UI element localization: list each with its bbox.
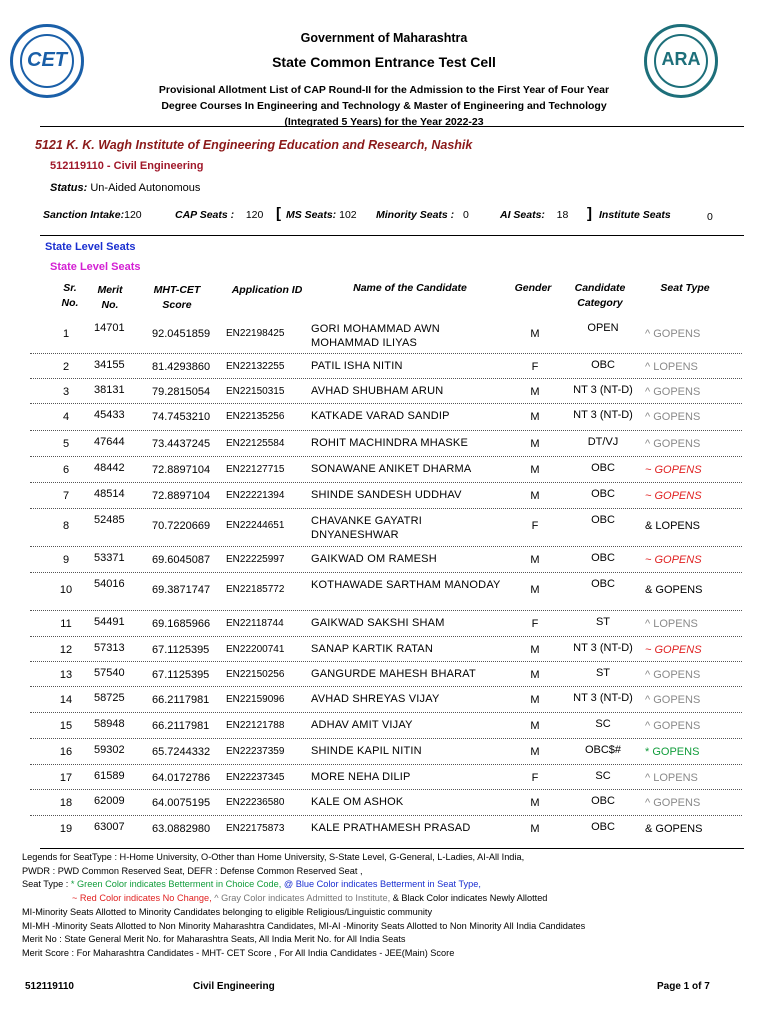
title-line-2: Degree Courses In Engineering and Technology & Master of Engineering and Technology (161, 100, 607, 112)
cell-seat-type: ^ GOPENS (645, 720, 701, 732)
ara-logo-text: ARA (661, 49, 701, 69)
row-separator (30, 789, 742, 790)
cell-gender: M (530, 746, 540, 758)
cell-sr: 6 (62, 464, 70, 476)
cell-merit: 38131 (94, 384, 125, 396)
cell-app-id: EN22225997 (226, 554, 285, 565)
cell-name: KALE OM ASHOK (311, 796, 404, 808)
col-header-merit (90, 283, 130, 313)
cell-category: OBC (591, 821, 615, 833)
cell-category: SC (595, 718, 611, 730)
open-bracket: [ (276, 205, 281, 222)
row-separator (30, 661, 742, 662)
cell-app-id: EN22237345 (226, 772, 285, 783)
cell-name: GORI MOHAMMAD AWN MOHAMMAD ILIYAS (311, 323, 440, 349)
institute-seats (599, 209, 671, 221)
cell-category: ST (595, 616, 611, 628)
document-title (100, 82, 668, 130)
cell-score: 79.2815054 (152, 386, 211, 398)
cell-title: State Common Entrance Test Cell (272, 54, 496, 70)
institute-seats-label: Institute Seats (599, 209, 671, 221)
legend-red: ~ Red Color indicates No Change, (72, 893, 215, 904)
cell-category: OBC (591, 514, 615, 526)
row-separator (30, 546, 742, 547)
col-header-score (142, 283, 212, 313)
header-divider (40, 126, 744, 127)
legend-gray: ^ Gray Color indicates Admitted to Institute, (214, 893, 393, 904)
cell-app-id: EN22198425 (226, 328, 285, 339)
cell-seat-type: ~ GOPENS (645, 464, 702, 476)
ms-label: MS Seats: (286, 209, 337, 221)
legend-line-1: Legends for SeatType : H-Home University, O-Other than Home University, S-State Level, G-General, L-Ladies, AI-All India, (22, 852, 525, 862)
cell-score: 64.0172786 (152, 772, 211, 784)
col-header-sr-line-1: Sr. (63, 282, 77, 294)
cell-app-id: EN22125584 (226, 438, 285, 449)
legend-green: * Green Color indicates Betterment in Choice Code, (70, 879, 284, 890)
footer-course: Civil Engineering (193, 981, 275, 992)
ms-value: 102 (339, 209, 357, 221)
ms-seats (286, 209, 357, 221)
cell-app-id: EN22118744 (226, 618, 284, 629)
cell-name: ADHAV AMIT VIJAY (311, 719, 413, 731)
cell-name: ROHIT MACHINDRA MHASKE (311, 437, 468, 449)
cell-seat-type: ~ GOPENS (645, 554, 702, 566)
sanction-intake (43, 209, 142, 221)
cell-seat-type: ^ GOPENS (645, 328, 701, 340)
cell-category: NT 3 (NT-D) (573, 384, 633, 396)
cell-name: GAIKWAD SAKSHI SHAM (311, 617, 445, 629)
cell-seat-type: ~ GOPENS (645, 490, 702, 502)
intake-divider (40, 235, 744, 236)
cell-app-id: EN22244651 (226, 520, 285, 531)
cell-name: AVHAD SHREYAS VIJAY (311, 693, 440, 705)
ai-value: 18 (556, 209, 569, 221)
legend-line-8: Merit Score : For Maharashtra Candidates - MHT- CET Score , For All India Candidates - JEE(Main) Score (22, 947, 455, 958)
legend-line-2: PWDR : PWD Common Reserved Seat, DEFR : Defense Common Reserved Seat , (22, 865, 363, 876)
cell-sr: 1 (62, 328, 70, 340)
cell-app-id: EN22237359 (226, 746, 285, 757)
cell-merit: 54016 (94, 578, 125, 590)
cell-score: 70.7220669 (152, 520, 211, 532)
cell-app-id: EN22236580 (226, 797, 285, 808)
cell-score: 66.2117981 (152, 694, 210, 706)
cell-seat-type: ^ GOPENS (645, 411, 701, 423)
cell-seat-type: ^ GOPENS (645, 797, 701, 809)
cell-score: 72.8897104 (152, 490, 211, 502)
cell-merit: 61589 (94, 770, 125, 782)
cell-score: 63.0882980 (152, 823, 211, 835)
cell-sr: 3 (62, 386, 70, 398)
cell-score: 67.1125395 (152, 644, 210, 656)
col-header-merit-line-2: No. (101, 299, 119, 311)
cell-merit: 59302 (94, 744, 125, 756)
cell-category: ST (595, 667, 611, 679)
cell-app-id: EN22135256 (226, 411, 285, 422)
cell-app-id: EN22200741 (226, 644, 285, 655)
cell-gender: M (530, 438, 540, 450)
cell-name: SHINDE SANDESH UDDHAV (311, 489, 462, 501)
cell-gender: M (530, 694, 540, 706)
cell-category: OBC (591, 462, 615, 474)
government-title: Government of Maharashtra (300, 31, 468, 45)
cell-merit: 48514 (94, 488, 125, 500)
row-separator (30, 738, 742, 739)
cell-score: 81.4293860 (152, 361, 211, 373)
minority-value: 0 (462, 209, 469, 221)
minority-seats (376, 209, 469, 221)
cell-merit: 54491 (94, 616, 125, 628)
cell-gender: M (530, 720, 540, 732)
cell-app-id: EN22150256 (226, 669, 285, 680)
cell-merit: 52485 (94, 514, 125, 526)
title-line-1: Provisional Allotment List of CAP Round-II for the Admission to the First Year of Four Year (158, 84, 610, 96)
row-separator (30, 815, 742, 816)
cell-seat-type: ^ LOPENS (645, 772, 698, 784)
cell-gender: M (530, 464, 540, 476)
legend-line-5: MI-Minority Seats Allotted to Minority Candidates belonging to eligible Religious/Linguistic community (22, 906, 433, 917)
cell-sr: 8 (62, 520, 70, 532)
row-separator (30, 686, 742, 687)
cell-seat-type: * GOPENS (645, 746, 700, 758)
col-header-sr-line-2: No. (61, 297, 79, 309)
status-label: Status: (50, 182, 88, 194)
cell-app-id: EN22121788 (226, 720, 285, 731)
legend-blue: @ Blue Color indicates Betterment in Seat Type, (283, 879, 481, 890)
cell-name: KATKADE VARAD SANDIP (311, 410, 450, 422)
cell-name: GANGURDE MAHESH BHARAT (311, 668, 476, 680)
cell-merit: 53371 (94, 552, 125, 564)
cet-logo-text: CET (27, 49, 67, 71)
cell-sr: 5 (62, 438, 70, 450)
row-separator (30, 764, 742, 765)
col-header-category-line-1: Candidate (574, 282, 626, 294)
col-header-merit-line-1: Merit (97, 284, 123, 296)
cell-gender: F (531, 520, 539, 532)
legend (22, 851, 762, 961)
cell-category: OBC (591, 359, 615, 371)
row-separator (30, 482, 742, 483)
cell-name: GAIKWAD OM RAMESH (311, 553, 437, 565)
cell-sr: 19 (59, 823, 73, 835)
cell-category: OBC$# (584, 744, 622, 756)
cell-sr: 12 (59, 644, 73, 656)
cell-sr: 7 (62, 490, 70, 502)
row-separator (30, 572, 742, 573)
cell-score: 74.7453210 (152, 411, 211, 423)
legend-line-6: MI-MH -Minority Seats Allotted to Non Minority Maharashtra Candidates, MI-AI -Minority Seats Allotted to Non Minority All India Candidates (22, 920, 586, 931)
cell-app-id: EN22127715 (226, 464, 285, 475)
row-separator (30, 610, 742, 611)
col-header-sr (50, 281, 90, 311)
cell-category: OBC (591, 578, 615, 590)
cell-name: SONAWANE ANIKET DHARMA (311, 463, 472, 475)
section-subheading: State Level Seats (50, 261, 141, 273)
minority-label: Minority Seats : (376, 209, 455, 221)
row-separator (30, 353, 742, 354)
legend-line-7: Merit No : State General Merit No. for Maharashtra Seats, All India Merit No. for All India Seats (22, 934, 406, 945)
status-value: Un-Aided Autonomous (90, 182, 201, 194)
cell-category: OBC (591, 488, 615, 500)
col-header-score-line-1: MHT-CET (153, 284, 201, 296)
col-header-gender: Gender (514, 282, 552, 294)
cell-category: OPEN (587, 322, 619, 334)
cell-score: 69.6045087 (152, 554, 211, 566)
cell-merit: 57313 (94, 642, 125, 654)
cell-category: OBC (591, 795, 615, 807)
cell-gender: F (531, 361, 539, 373)
section-heading: State Level Seats (45, 241, 136, 253)
cell-seat-type: & LOPENS (645, 520, 701, 532)
col-header-seat: Seat Type (660, 282, 710, 294)
cell-name: AVHAD SHUBHAM ARUN (311, 385, 444, 397)
cell-seat-type: ~ GOPENS (645, 644, 702, 656)
cell-gender: M (530, 644, 540, 656)
cell-sr: 9 (62, 554, 70, 566)
cell-score: 69.1685966 (152, 618, 211, 630)
cell-score: 72.8897104 (152, 464, 211, 476)
cell-merit: 58948 (94, 718, 125, 730)
cell-gender: M (530, 823, 540, 835)
sanction-label: Sanction Intake: (43, 209, 125, 221)
cap-value: 120 (245, 209, 264, 221)
cell-gender: M (530, 554, 540, 566)
cell-seat-type: & GOPENS (645, 823, 703, 835)
cell-name: MORE NEHA DILIP (311, 771, 411, 783)
row-separator (30, 508, 742, 509)
col-header-category-line-2: Category (577, 297, 623, 309)
cell-category: SC (595, 770, 611, 782)
legend-seat-type-label: Seat Type : (22, 879, 71, 890)
cell-merit: 45433 (94, 409, 125, 421)
cell-gender: M (530, 797, 540, 809)
row-separator (30, 636, 742, 637)
row-separator (30, 456, 742, 457)
cell-merit: 47644 (94, 436, 125, 448)
cell-merit: 58725 (94, 692, 125, 704)
legend-black: & Black Color indicates Newly Allotted (392, 893, 548, 904)
cell-seat-type: ^ GOPENS (645, 669, 701, 681)
cell-sr: 13 (59, 669, 73, 681)
cell-merit: 57540 (94, 667, 125, 679)
legend-line-3 (22, 878, 762, 892)
institute-name: 5121 K. K. Wagh Institute of Engineering Education and Research, Nashik (35, 138, 473, 152)
cell-seat-type: ^ GOPENS (645, 694, 701, 706)
row-separator (30, 403, 742, 404)
cell-gender: F (531, 618, 539, 630)
cell-score: 66.2117981 (152, 720, 210, 732)
cell-seat-type: & GOPENS (645, 584, 703, 596)
cell-gender: M (530, 490, 540, 502)
cell-gender: F (531, 772, 539, 784)
cell-score: 64.0075195 (152, 797, 211, 809)
cell-name: KOTHAWADE SARTHAM MANODAY (311, 579, 501, 591)
cell-category: OBC (591, 552, 615, 564)
cell-score: 67.1125395 (152, 669, 210, 681)
cell-category: NT 3 (NT-D) (573, 642, 633, 654)
cell-sr: 10 (59, 584, 73, 596)
table-bottom-rule (40, 848, 744, 849)
sanction-value: 120 (124, 209, 142, 221)
cell-merit: 48442 (94, 462, 125, 474)
row-separator (30, 378, 742, 379)
cell-merit: 63007 (94, 821, 125, 833)
cell-sr: 18 (59, 797, 73, 809)
institute-seats-value: 0 (707, 211, 713, 223)
cell-category: DT/VJ (587, 436, 619, 448)
course-name: 512119110 - Civil Engineering (50, 160, 204, 172)
cell-gender: M (530, 584, 540, 596)
cap-seats (175, 209, 263, 221)
legend-line-4 (22, 892, 762, 906)
row-separator (30, 430, 742, 431)
cell-sr: 17 (59, 772, 73, 784)
ai-seats (500, 209, 568, 221)
cell-seat-type: ^ GOPENS (645, 438, 701, 450)
cell-category: NT 3 (NT-D) (573, 692, 633, 704)
col-header-score-line-2: Score (162, 299, 192, 311)
cell-gender: M (530, 411, 540, 423)
cell-sr: 16 (59, 746, 73, 758)
cell-app-id: EN22185772 (226, 584, 285, 595)
cell-seat-type: ^ LOPENS (645, 361, 698, 373)
cell-sr: 4 (62, 411, 70, 423)
status-line (50, 182, 200, 194)
cell-seat-type: ^ GOPENS (645, 386, 701, 398)
cell-sr: 11 (60, 618, 72, 630)
cell-name: SHINDE KAPIL NITIN (311, 745, 422, 757)
cell-app-id: EN22159096 (226, 694, 285, 705)
cell-merit: 62009 (94, 795, 125, 807)
close-bracket: ] (587, 205, 592, 222)
cell-name: PATIL ISHA NITIN (311, 360, 403, 372)
footer-page: Page 1 of 7 (657, 981, 710, 992)
cell-score: 73.4437245 (152, 438, 211, 450)
cell-seat-type: ^ LOPENS (645, 618, 698, 630)
cell-app-id: EN22221394 (226, 490, 285, 501)
cell-merit: 34155 (94, 359, 125, 371)
cell-score: 92.0451859 (152, 328, 211, 340)
cell-app-id: EN22132255 (226, 361, 285, 372)
cell-sr: 2 (62, 361, 70, 373)
cell-sr: 14 (59, 694, 73, 706)
cell-score: 65.7244332 (152, 746, 211, 758)
cell-merit: 14701 (94, 322, 125, 334)
cell-category: NT 3 (NT-D) (573, 409, 633, 421)
cell-score: 69.3871747 (152, 584, 211, 596)
cell-app-id: EN22175873 (226, 823, 285, 834)
col-header-name: Name of the Candidate (353, 282, 467, 294)
cap-label: CAP Seats : (175, 209, 235, 221)
cell-name: KALE PRATHAMESH PRASAD (311, 822, 471, 834)
title-line-3: (Integrated 5 Years) for the Year 2022-23 (284, 116, 484, 128)
cell-gender: M (530, 328, 540, 340)
cell-app-id: EN22150315 (226, 386, 285, 397)
cell-name: SANAP KARTIK RATAN (311, 643, 433, 655)
cell-sr: 15 (59, 720, 73, 732)
footer-code: 512119110 (25, 981, 74, 992)
row-separator (30, 712, 742, 713)
cell-gender: M (530, 386, 540, 398)
col-header-category (560, 281, 640, 311)
cell-name: CHAVANKE GAYATRI DNYANESHWAR (311, 515, 422, 541)
cell-gender: M (530, 669, 540, 681)
col-header-app: Application ID (231, 284, 303, 296)
ai-label: AI Seats: (500, 209, 545, 221)
